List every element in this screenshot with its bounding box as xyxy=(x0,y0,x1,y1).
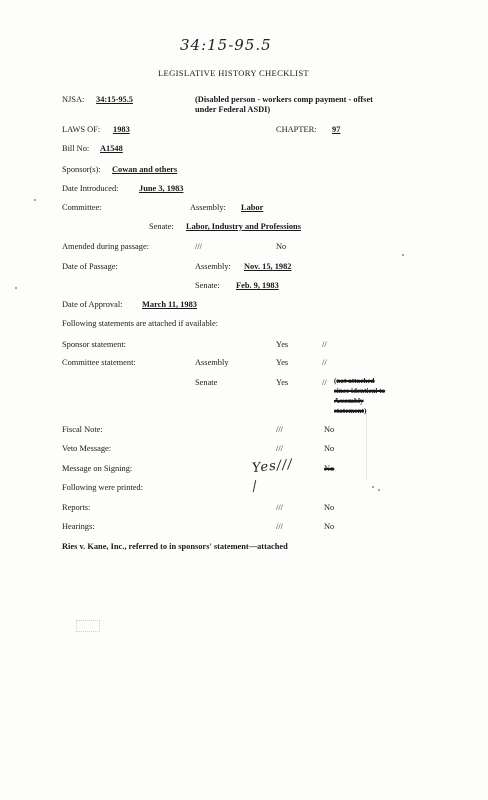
scan-speck xyxy=(372,486,374,488)
reports-value: No xyxy=(324,503,335,512)
sponsor-statement-marks: // xyxy=(322,340,327,349)
sponsor-statement-label: Sponsor statement: xyxy=(62,340,126,349)
committee-assembly-label: Assembly: xyxy=(190,203,226,212)
passage-senate-label: Senate: xyxy=(195,281,220,290)
message-signing-label: Message on Signing: xyxy=(62,464,133,473)
note-close-paren: ) xyxy=(363,407,367,415)
hearings-value: No xyxy=(324,522,335,531)
scan-speck xyxy=(15,287,17,289)
following-printed-label: Following were printed: xyxy=(62,483,143,492)
amended-marks: /// xyxy=(195,242,202,251)
scan-faint-marks xyxy=(366,410,417,480)
scan-speck xyxy=(402,254,404,256)
hearings-marks: /// xyxy=(276,522,283,531)
veto-message-label: Veto Message: xyxy=(62,444,112,453)
chapter-value: 97 xyxy=(332,125,341,134)
fiscal-note-marks: /// xyxy=(276,425,283,434)
laws-of-label: LAWS OF: xyxy=(62,125,101,134)
fiscal-note-value: No xyxy=(324,425,335,434)
fiscal-note-label: Fiscal Note: xyxy=(62,425,103,434)
njsa-description-line2: under Federal ASDI) xyxy=(195,105,271,114)
hearings-label: Hearings: xyxy=(62,522,95,531)
njsa-label: NJSA: xyxy=(62,95,85,104)
veto-message-value: No xyxy=(324,444,335,453)
committee-statement-assembly-marks: // xyxy=(322,358,327,367)
committee-assembly-value: Labor xyxy=(241,203,264,212)
amended-label: Amended during passage: xyxy=(62,242,149,251)
committee-statement-senate-marks: // xyxy=(322,378,327,387)
scan-speck xyxy=(378,489,380,491)
footer-note: Ries v. Kane, Inc., referred to in sponsors' statement—attached xyxy=(62,542,288,551)
committee-statement-assembly-label: Assembly xyxy=(195,358,229,367)
approval-label: Date of Approval: xyxy=(62,300,123,309)
amended-value: No xyxy=(276,242,287,251)
sponsors-label: Sponsor(s): xyxy=(62,165,101,174)
chapter-label: CHAPTER: xyxy=(276,125,317,134)
scan-faint-stamp xyxy=(76,620,100,632)
date-introduced-label: Date Introduced: xyxy=(62,184,119,193)
note-line-3: Assembly xyxy=(334,397,364,405)
note-line-2: since identical to xyxy=(334,387,386,395)
reports-label: Reports: xyxy=(62,503,91,512)
handwritten-stroke xyxy=(253,480,256,492)
sponsor-statement-yes: Yes xyxy=(276,340,289,349)
message-signing-value: No xyxy=(324,464,335,473)
passage-assembly-value: Nov. 15, 1982 xyxy=(244,262,292,271)
note-line-4: statement xyxy=(334,407,364,415)
njsa-description-line1: (Disabled person - workers comp payment - offset xyxy=(195,95,373,104)
note-open-paren: ( xyxy=(334,377,337,385)
veto-message-marks: /// xyxy=(276,444,283,453)
attached-intro: Following statements are attached if available: xyxy=(62,319,219,328)
approval-value: March 11, 1983 xyxy=(142,300,197,309)
committee-label: Committee: xyxy=(62,203,102,212)
reports-marks: /// xyxy=(276,503,283,512)
committee-statement-label: Committee statement: xyxy=(62,358,136,367)
committee-statement-assembly-yes: Yes xyxy=(276,358,289,367)
committee-statement-senate-yes: Yes xyxy=(276,378,289,387)
committee-senate-value: Labor, Industry and Professions xyxy=(186,222,301,231)
committee-senate-label: Senate: xyxy=(149,222,174,231)
note-line-1: not attached xyxy=(336,377,375,385)
passage-label: Date of Passage: xyxy=(62,262,118,271)
committee-statement-senate-label: Senate xyxy=(195,378,218,387)
message-signing-handwritten: Yes/// xyxy=(251,456,294,477)
bill-no-value: A1548 xyxy=(100,144,123,153)
njsa-value: 34:15-95.5 xyxy=(96,95,133,104)
scan-speck xyxy=(34,199,36,201)
handwritten-statute-number: 34:15-95.5 xyxy=(180,36,272,54)
page-title: LEGISLATIVE HISTORY CHECKLIST xyxy=(158,68,309,78)
laws-of-value: 1983 xyxy=(113,125,130,134)
sponsors-value: Cowan and others xyxy=(112,165,178,174)
passage-assembly-label: Assembly: xyxy=(195,262,231,271)
bill-no-label: Bill No: xyxy=(62,144,90,153)
passage-senate-value: Feb. 9, 1983 xyxy=(236,281,279,290)
date-introduced-value: June 3, 1983 xyxy=(139,184,184,193)
